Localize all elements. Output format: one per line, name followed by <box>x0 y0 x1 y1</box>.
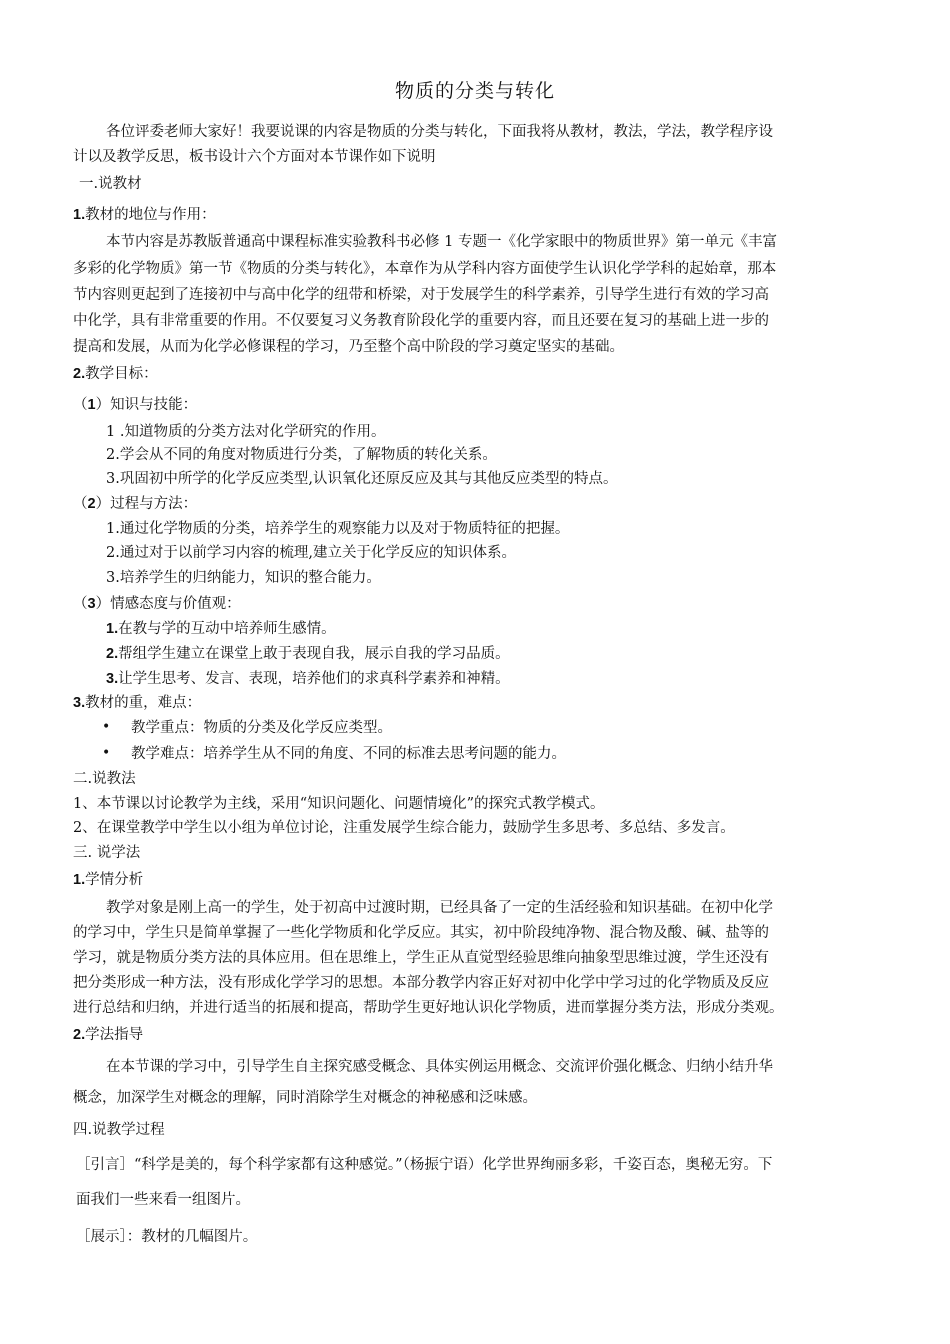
paren-open: （ <box>73 397 88 413</box>
paren-open: （ <box>73 496 88 512</box>
paragraph-line: 概念，加深学生对概念的理解，同时消除学生对概念的神秘感和泛味感。 <box>73 1090 537 1106</box>
paragraph-line: 的学习中，学生只是简单掌握了一些化学物质和化学反应。其实，初中阶段纯净物、混合物及酸、碱、盐等的 <box>73 925 769 941</box>
paragraph-line: 把分类形成一种方法，没有形成化学学习的思想。本部分教学内容正好对初中化学中学习过的化学物质及反应 <box>73 975 769 991</box>
bullet-item: 教学难点：培养学生从不同的角度、不同的标准去思考问题的能力。 <box>131 746 566 762</box>
item-text: 让学生思考、发言、表现，培养他们的求真科学素养和神精。 <box>118 671 510 687</box>
quote-line: ［引言］“科学是美的，每个科学家都有这种感觉。”（杨振宁语）化学世界绚丽多彩，千姿百态，奥秘无穷。下 <box>76 1157 773 1173</box>
bullet-icon: • <box>102 745 111 761</box>
item-text: 在教与学的互动中培养师生感情。 <box>118 621 336 637</box>
subheading-label: 学法指导 <box>85 1027 144 1043</box>
goal-heading-3 <box>73 597 241 612</box>
subheading-number: 1. <box>73 872 86 888</box>
paragraph-line: 提高和发展，从而为化学必修课程的学习，乃至整个高中阶段的学习奠定坚实的基础。 <box>73 339 624 355</box>
item-text: 帮组学生建立在课堂上敢于表现自我，展示自我的学习品质。 <box>118 646 510 662</box>
paragraph-line: 学习，就是物质分类方法的具体应用。但在思维上，学生正从直觉型经验思维向抽象型思维过渡，学生还没有 <box>73 950 769 966</box>
subheading-3-2 <box>73 1028 143 1043</box>
subheading-1-1 <box>73 208 216 223</box>
item-number: 2. <box>106 646 119 662</box>
bullet-icon: • <box>102 719 111 735</box>
item-number: 3. <box>106 671 119 687</box>
section-heading-3: 三. 说学法 <box>73 845 141 861</box>
list-item: 1.通过化学物质的分类，培养学生的观察能力以及对于物质特征的把握。 <box>106 521 570 537</box>
subheading-label: 教材的重，难点： <box>85 695 202 711</box>
list-item: 2.学会从不同的角度对物质进行分类，了解物质的转化关系。 <box>106 447 497 463</box>
page-title: 物质的分类与转化 <box>394 80 555 102</box>
bullet-item: 教学重点：物质的分类及化学反应类型。 <box>131 720 392 736</box>
subheading-1-2 <box>73 367 158 382</box>
paragraph-line: 节内容则更起到了连接初中与高中化学的纽带和桥梁，对于发展学生的科学素养，引导学生进行有效的学习高 <box>73 287 769 303</box>
goal-label: ）知识与技能： <box>95 397 198 413</box>
list-item <box>106 622 336 637</box>
section-heading-4: 四.说教学过程 <box>73 1122 165 1138</box>
subheading-label: 学情分析 <box>85 872 144 888</box>
paragraph-line: 在本节课的学习中，引导学生自主探究感受概念、具体实例运用概念、交流评价强化概念、归纳小结升华 <box>106 1059 773 1075</box>
section-heading-2: 二.说教法 <box>73 771 136 787</box>
show-line: ［展示］：教材的几幅图片。 <box>76 1229 258 1245</box>
subheading-label: 教材的地位与作用： <box>85 207 216 223</box>
section-heading-1: 一.说教材 <box>79 176 142 192</box>
paren-open: （ <box>73 596 88 612</box>
item-number: 1. <box>106 621 119 637</box>
subheading-number: 3. <box>73 695 86 711</box>
paragraph-line: 进行总结和归纳，并进行适当的拓展和提高，帮助学生更好地认识化学物质，进而掌握分类方法，形成分类观。 <box>73 1000 784 1016</box>
goal-number: 1 <box>87 397 96 413</box>
list-item: 2、在课堂教学中学生以小组为单位讨论，注重发展学生综合能力，鼓励学生多思考、多总结、多发言。 <box>73 820 735 836</box>
subheading-number: 1. <box>73 207 86 223</box>
paragraph-line: 本节内容是苏教版普通高中课程标准实验教科书必修 1 专题一《化学家眼中的物质世界》第一单元《丰富 <box>106 234 777 250</box>
goal-label: ）过程与方法： <box>95 496 198 512</box>
subheading-1-3 <box>73 696 201 711</box>
intro-line-1: 各位评委老师大家好！我要说课的内容是物质的分类与转化，下面我将从教材，教法，学法，教学程序设 <box>106 124 773 140</box>
paragraph-line: 多彩的化学物质》第一节《物质的分类与转化》，本章作为从学科内容方面使学生认识化学学科的起始章，那本 <box>73 261 777 277</box>
list-item: 3.巩固初中所学的化学反应类型,认识氧化还原反应及其与其他反应类型的特点。 <box>106 471 618 487</box>
subheading-label: 教学目标： <box>85 366 158 382</box>
goal-heading-2 <box>73 497 197 512</box>
list-item <box>106 647 510 662</box>
goal-heading-1 <box>73 398 197 413</box>
intro-line-2: 计以及教学反思，板书设计六个方面对本节课作如下说明 <box>73 149 436 165</box>
list-item: 3.培养学生的归纳能力，知识的整合能力。 <box>106 570 381 586</box>
list-item: 1 .知道物质的分类方法对化学研究的作用。 <box>106 424 386 440</box>
list-item: 1、本节课以讨论教学为主线，采用“知识问题化、问题情境化”的探究式教学模式。 <box>73 796 605 812</box>
list-item: 2.通过对于以前学习内容的梳理,建立关于化学反应的知识体系。 <box>106 545 516 561</box>
goal-number: 2 <box>87 496 96 512</box>
paragraph-line: 教学对象是刚上高一的学生，处于初高中过渡时期，已经具备了一定的生活经验和知识基础。在初中化学 <box>106 900 773 916</box>
quote-line: 面我们一些来看一组图片。 <box>76 1192 250 1208</box>
subheading-3-1 <box>73 873 143 888</box>
subheading-number: 2. <box>73 366 86 382</box>
list-item <box>106 672 510 687</box>
goal-label: ）情感态度与价值观： <box>95 596 241 612</box>
goal-number: 3 <box>87 596 96 612</box>
paragraph-line: 中化学，具有非常重要的作用。不仅要复习义务教育阶段化学的重要内容，而且还要在复习的基础上进一步的 <box>73 313 769 329</box>
subheading-number: 2. <box>73 1027 86 1043</box>
